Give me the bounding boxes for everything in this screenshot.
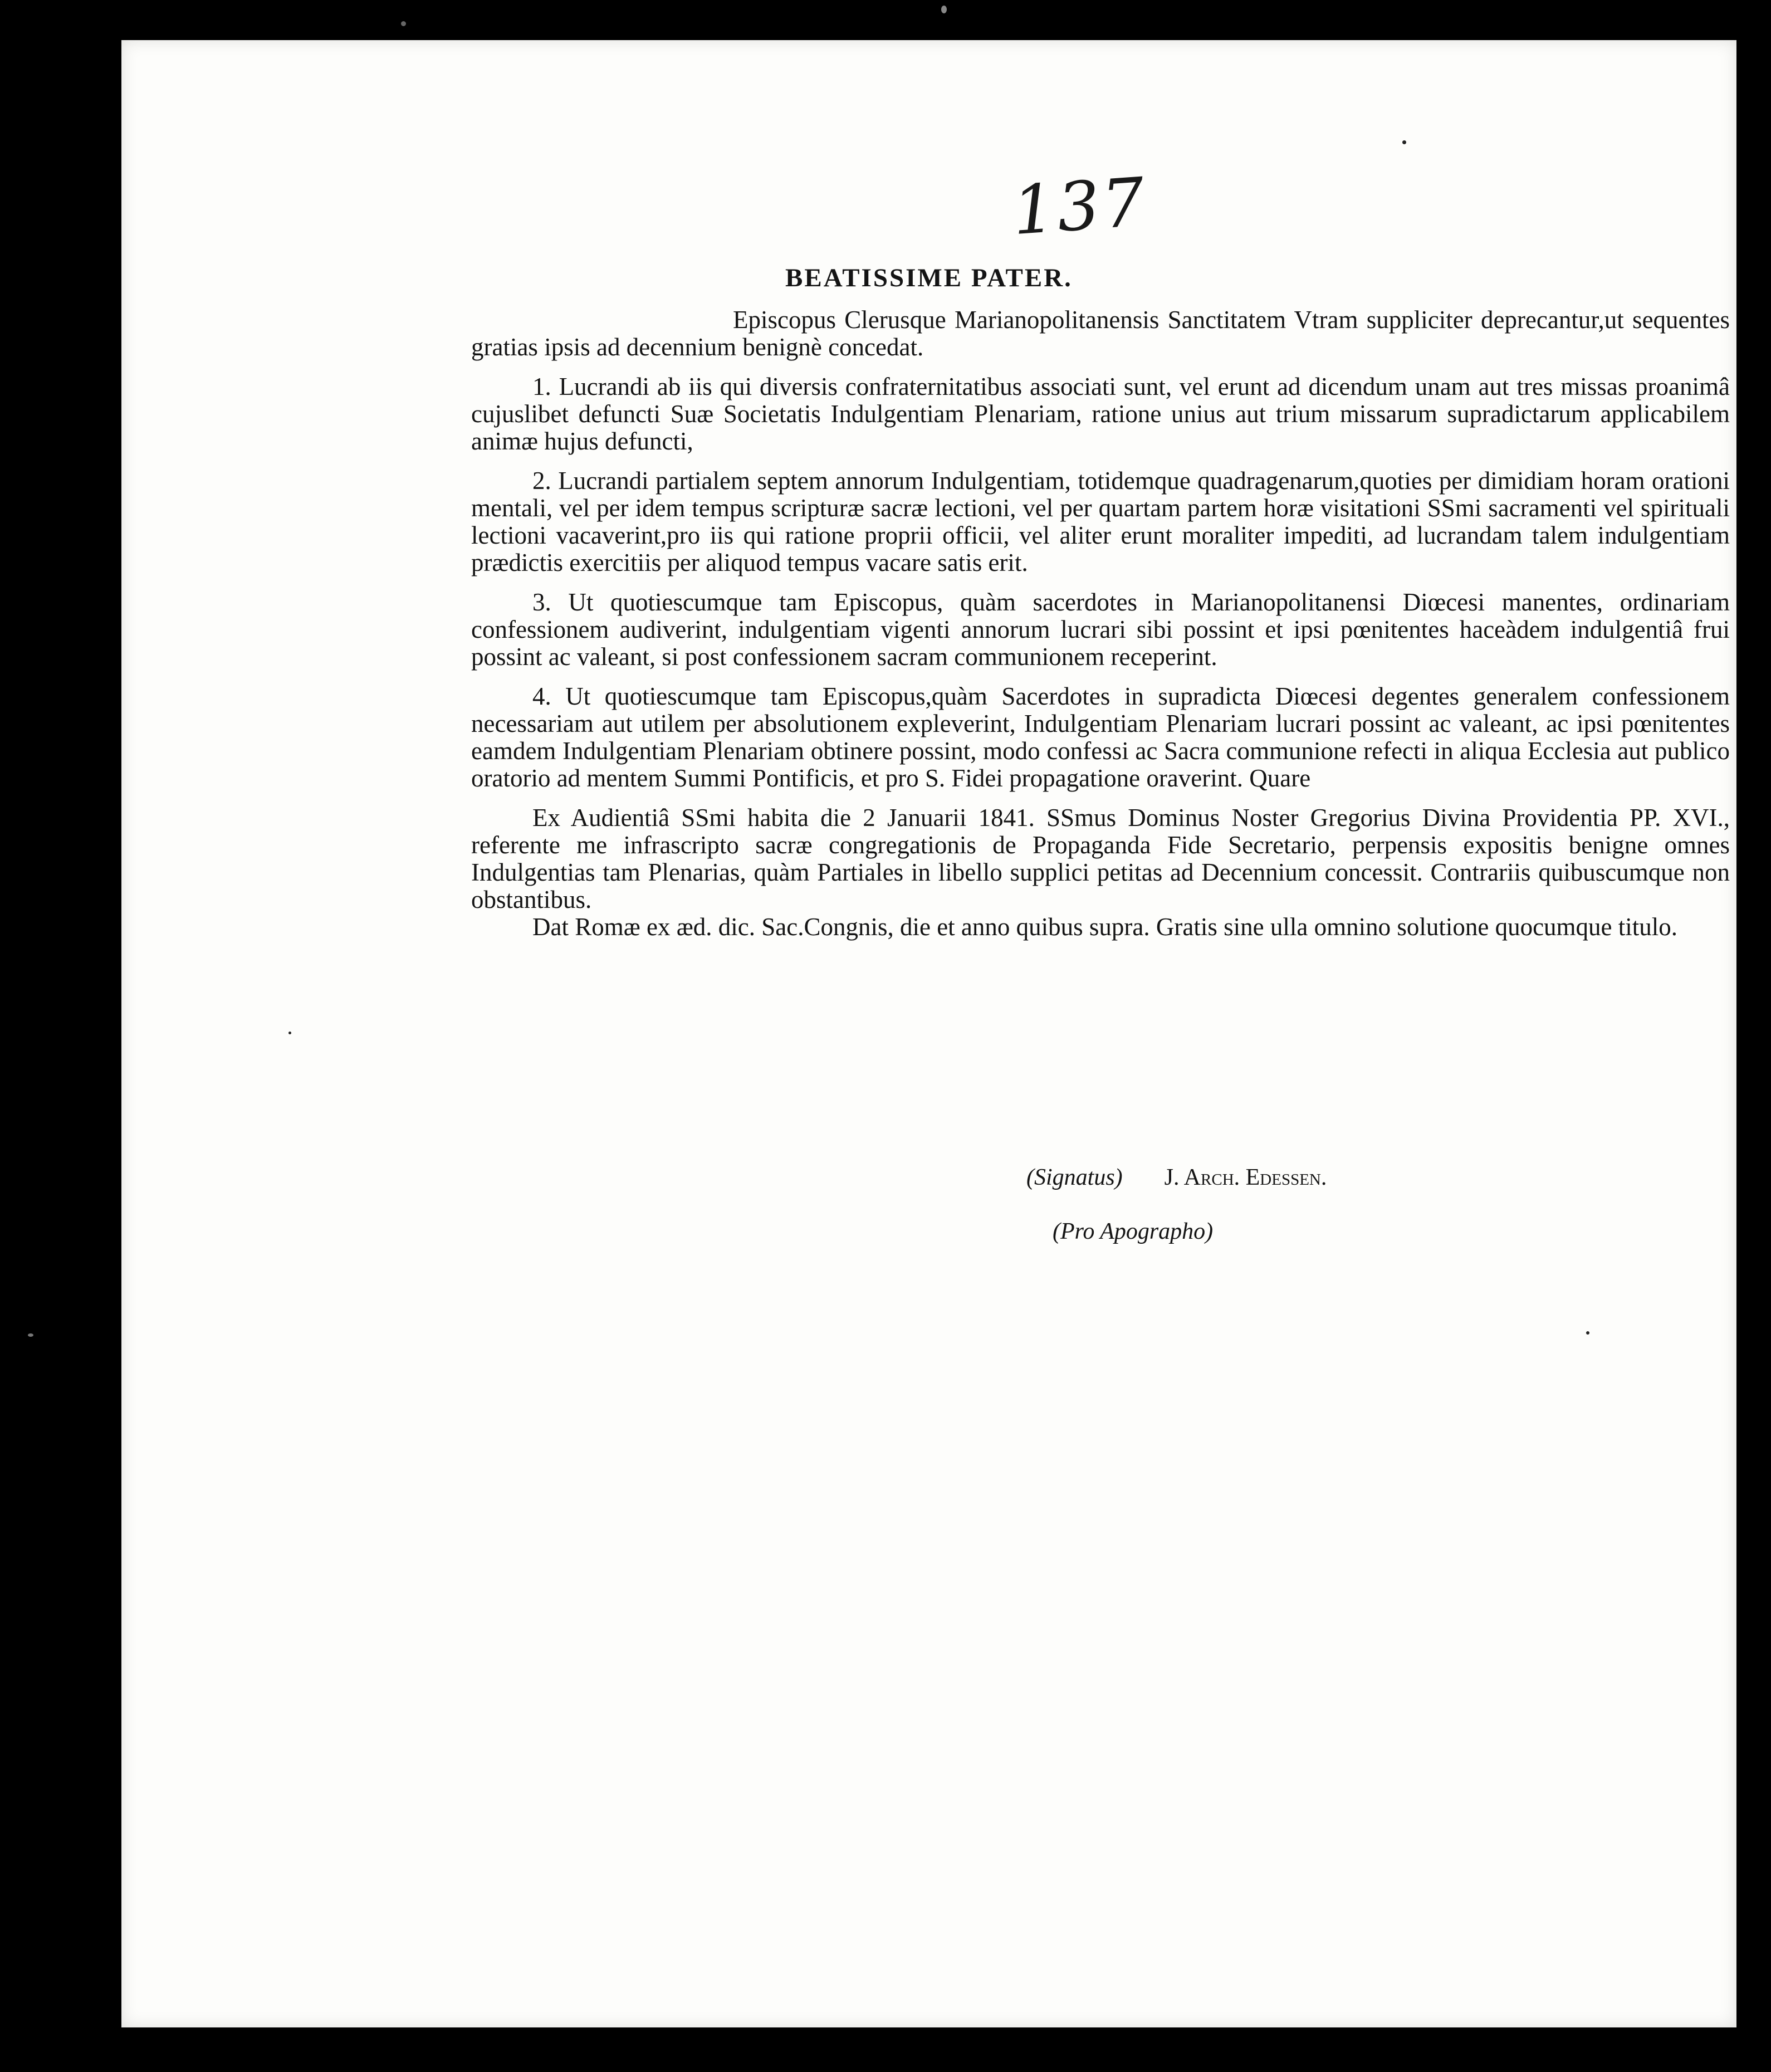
handwritten-folio-number: 137 bbox=[1010, 163, 1149, 251]
dating-paragraph: Dat Romæ ex æd. dic. Sac.Congnis, die et anno quibus supra. Gratis sine ulla omnino solutione quocumque titulo. bbox=[532, 913, 1678, 941]
petition-item-3 bbox=[471, 589, 1730, 671]
ink-speck bbox=[1402, 140, 1406, 144]
item-number: 4. bbox=[532, 682, 551, 710]
intro-paragraph: Episcopus Clerusque Marianopolitanensis Sanctitatem Vtram suppliciter deprecantur,ut sequentes gratias ipsis ad decennium benignè concedat. bbox=[471, 306, 1730, 361]
film-speck bbox=[401, 21, 406, 26]
document-page bbox=[121, 40, 1736, 2027]
item-number: 1. bbox=[532, 373, 551, 400]
rescript-paragraph: Ex Audientiâ SSmi habita die 2 Januarii 1841. SSmus Dominus Noster Gregorius Divina Providentia PP. XVI., referente me infrascripto sacræ congregationis de Propaganda Fide Secretario, perpensis expositis benigne omnes Indulgentias tam Plenarias, quàm Partiales in libello supplici petitas ad Decennium concessit. Contrariis quibuscumque non obstantibus. bbox=[471, 804, 1730, 913]
signature-line bbox=[1026, 1164, 1327, 1191]
ink-speck bbox=[288, 1032, 291, 1034]
petition-item-2 bbox=[471, 467, 1730, 576]
item-text: Ut quotiescumque tam Episcopus,quàm Sacerdotes in supradicta Diœcesi degentes generalem confessionem necessariam aut utilem per absolutionem expleverint, Indulgentiam Plenariam lucrari possint ac valeant, ac ipsi pœnitentes eamdem Indulgentiam Plenariam obtinere possint, modo confessi ac Sacra communione refecti in aliqua Ecclesia aut publico oratorio ad mentem Summi Pontificis, et pro S. Fidei propagatione oraverint. Quare bbox=[471, 682, 1730, 792]
film-speck bbox=[28, 1333, 33, 1337]
item-text: Ut quotiescumque tam Episcopus, quàm sacerdotes in Marianopolitanensi Diœcesi manentes, ordinariam confessionem audiverint, indulgentiam vigenti annorum lucrari sibi possint et ipsi pœnitentes haceàdem indulgentiâ frui possint ac valeant, si post confessionem sacram communionem receperint. bbox=[471, 588, 1730, 671]
item-text: Lucrandi ab iis qui diversis confraternitatibus associati sunt, vel erunt ad dicendum unam aut tres missas proanimâ cujuslibet defuncti Suæ Societatis Indulgentiam Plenariam, ratione unius aut trium missarum supradictarum applicabilem animæ hujus defuncti, bbox=[471, 373, 1730, 455]
document-title: BEATISSIME PATER. bbox=[785, 263, 1073, 292]
petition-item-4 bbox=[471, 683, 1730, 792]
signatus-label: (Signatus) bbox=[1026, 1165, 1123, 1190]
item-number: 3. bbox=[532, 588, 551, 616]
pro-apographo-label: (Pro Apographo) bbox=[1053, 1219, 1214, 1244]
item-text: Lucrandi partialem septem annorum Indulgentiam, totidemque quadragenarum,quoties per dimidiam horam orationi mentali, vel per idem tempus scripturæ sacræ lectioni, vel per quartam partem horæ visitationi SSmi sacramenti vel spirituali lectioni vacaverint,pro iis qui ratione proprii officii, vel aliter erunt moraliter impediti, ad lucrandam talem indulgentiam prædictis exercitiis per aliquod tempus vacare satis erit. bbox=[471, 467, 1730, 576]
ink-speck bbox=[1586, 1331, 1589, 1335]
document-body bbox=[471, 306, 1730, 941]
film-speck bbox=[941, 6, 947, 13]
item-number: 2. bbox=[532, 467, 551, 495]
petition-item-1 bbox=[471, 373, 1730, 455]
signatory-name: J. Arch. Edessen. bbox=[1164, 1165, 1327, 1190]
